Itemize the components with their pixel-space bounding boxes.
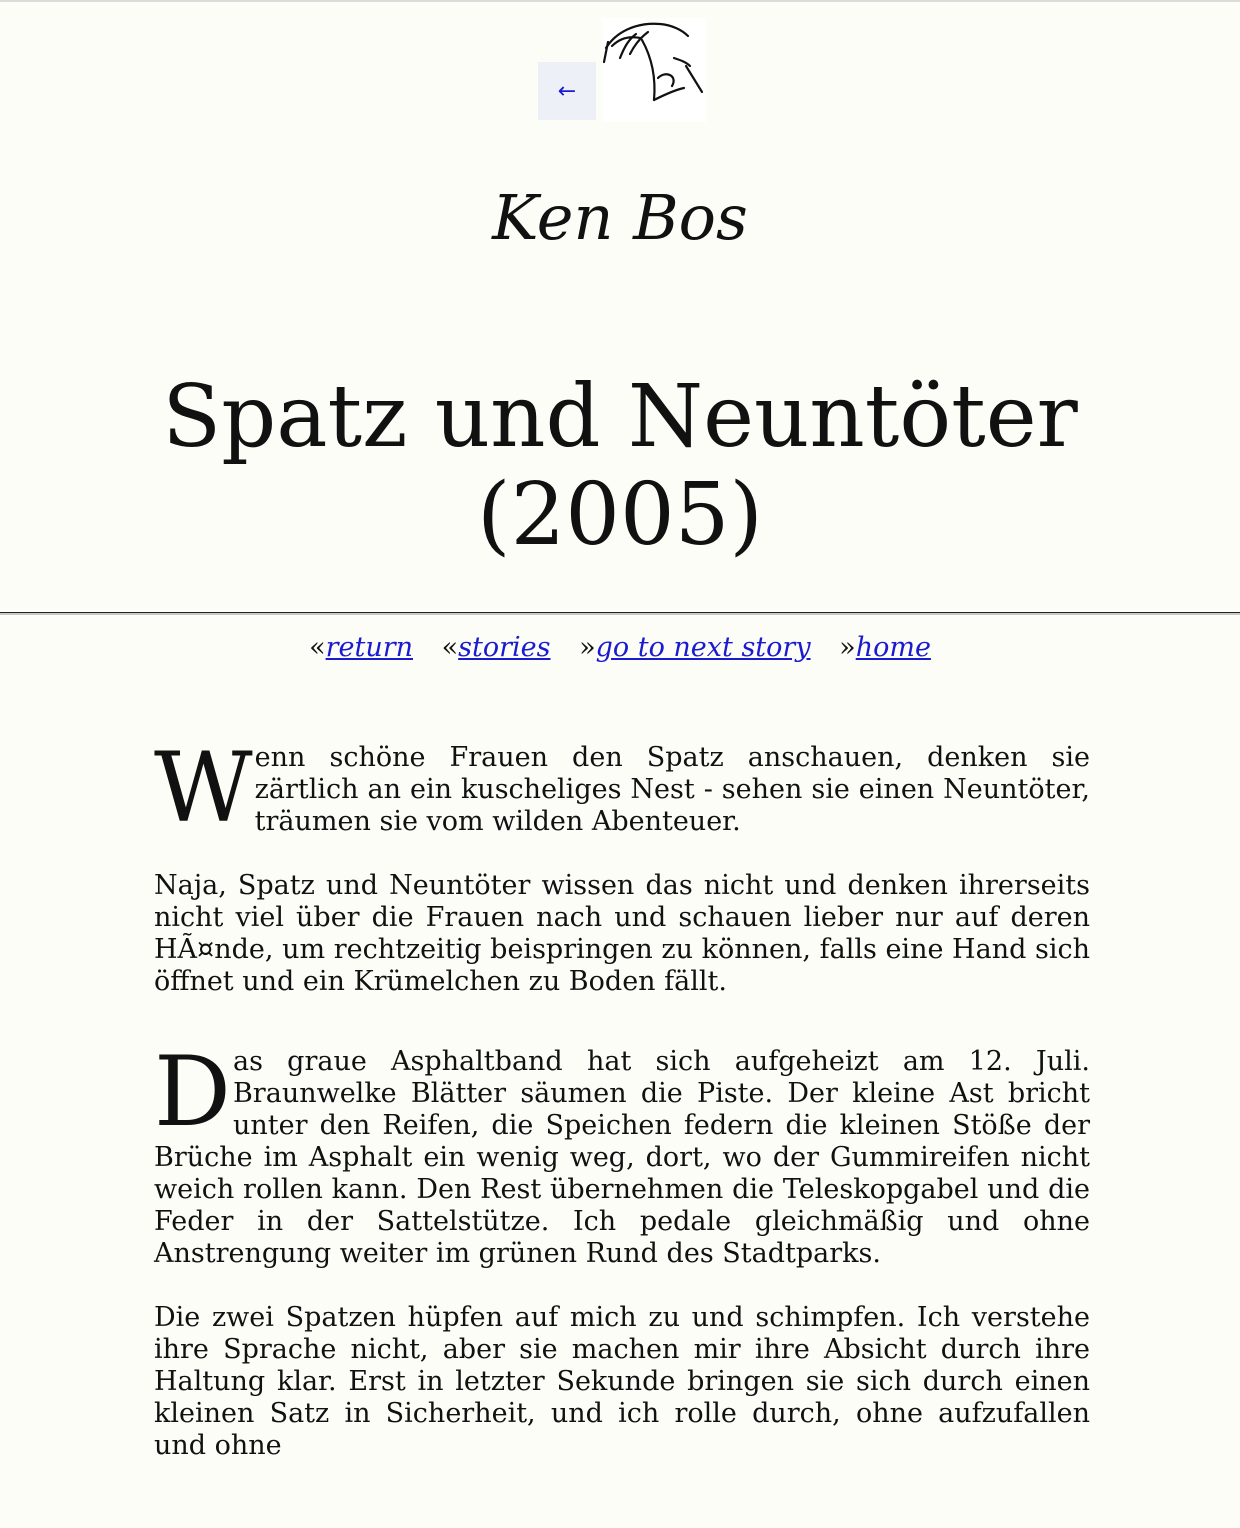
next-story-link[interactable]: go to next story [595, 632, 811, 663]
top-border [0, 0, 1240, 2]
paragraph: Die zwei Spatzen hüpfen auf mich zu und schimpfen. Ich verstehe ihre Sprache nicht, aber sie machen mir ihre Absicht durch ihre Haltung klar. Erst in letzter Sekunde bringen sie sich durch einen kleinen Satz in Sicherheit, und ich rolle durch, ohne aufzufallen und ohne [154, 1302, 1090, 1461]
divider [0, 612, 1240, 615]
back-arrow-button[interactable] [538, 62, 596, 120]
paragraph: Naja, Spatz und Neuntöter wissen das nicht und denken ihrerseits nicht viel über die Frauen nach und schauen lieber nur auf deren HÃ¤nde, um rechtzeitig beispringen zu können, falls eine Hand sich öffnet und ein Krümelchen zu Boden fällt. [154, 870, 1090, 997]
drop-cap: W [154, 732, 253, 844]
story-text [154, 732, 1090, 1494]
nav-item-stories [442, 632, 551, 663]
back-arrow-icon: ← [557, 78, 577, 104]
stories-link[interactable]: stories [458, 632, 551, 663]
paragraph-text: enn schöne Frauen den Spatz anschauen, denken sie zärtlich an ein kuscheliges Nest - sehen sie einen Neuntöter, träumen sie vom wilden Abenteuer. [254, 742, 1090, 837]
home-link[interactable]: home [855, 632, 931, 663]
story-navigation [0, 630, 1240, 666]
nav-prefix: « [441, 632, 459, 663]
header-icons [538, 18, 706, 122]
title-line-2: (2005) [477, 465, 763, 565]
paragraph [154, 732, 1090, 844]
nav-item-next-story [579, 632, 811, 663]
signature-logo [602, 18, 706, 122]
drop-cap: D [154, 1036, 231, 1148]
paragraph [154, 1036, 1090, 1270]
nav-prefix: » [839, 632, 856, 663]
nav-prefix: » [579, 632, 596, 663]
nav-prefix: « [309, 632, 326, 663]
title-line-1: Spatz und Neuntöter [162, 367, 1078, 467]
nav-item-return [309, 632, 413, 663]
paragraph-text: as graue Asphaltband hat sich aufgeheizt am 12. Juli. Braunwelke Blätter säumen die Piste. Der kleine Ast bricht unter den Reifen, die Speichen federn die kleinen Stöße der Brüche im Asphalt ein wenig weg, dort, wo der Gummireifen nicht weich rollen kann. Den Rest übernehmen die Teleskopgabel und die Feder in der Sattelstütze. Ich pedale gleichmäßig und ohne Anstrengung weiter im grünen Rund des Stadtparks. [154, 1046, 1090, 1269]
author-name: Ken Bos [492, 181, 748, 254]
nav-item-home [839, 632, 931, 663]
return-link[interactable]: return [325, 632, 414, 663]
story-title [0, 368, 1240, 564]
